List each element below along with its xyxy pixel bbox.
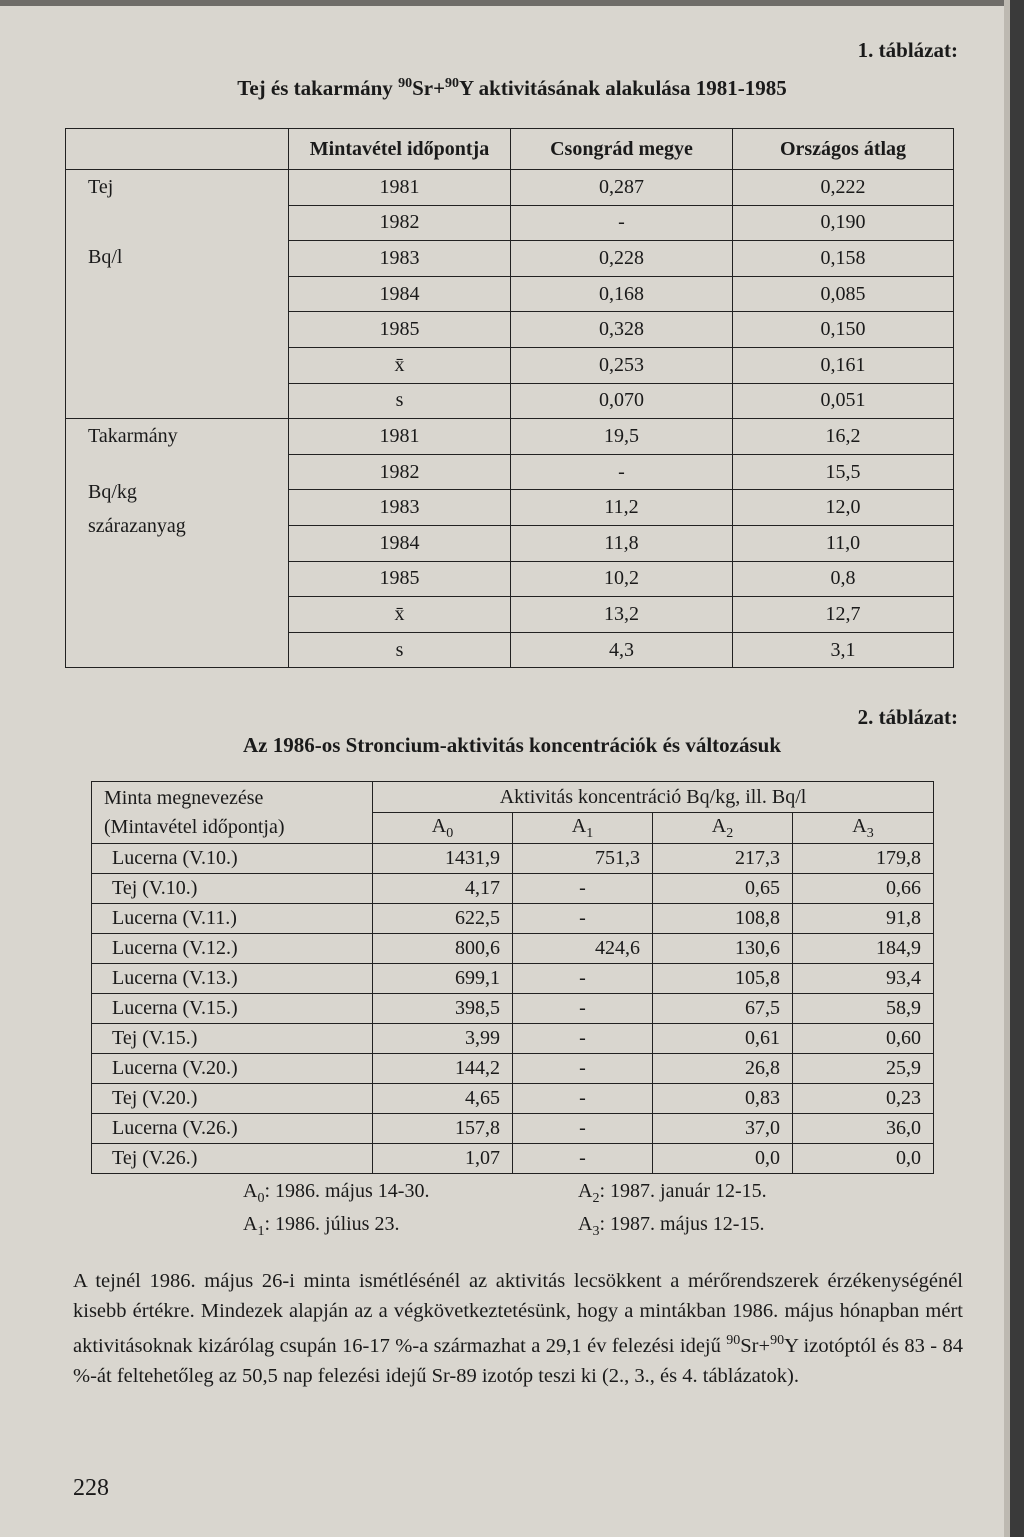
table-cell: 16,2: [733, 419, 954, 455]
table-row: [92, 1024, 934, 1054]
table-cell: -: [511, 205, 733, 241]
table-row: [92, 1114, 934, 1144]
table-cell: 424,6: [513, 934, 653, 964]
table-cell: -: [513, 1084, 653, 1114]
table-cell: Lucerna (V.13.): [92, 964, 373, 994]
table2-header-a1: $A_1$: [513, 813, 653, 844]
table-cell: 0,168: [511, 276, 733, 312]
table-cell: 58,9: [793, 994, 934, 1024]
table-row: [92, 1084, 934, 1114]
table-row: [92, 904, 934, 934]
page-edge-dark: [1010, 0, 1024, 1537]
table-cell: 93,4: [793, 964, 934, 994]
table-cell: 11,0: [733, 525, 954, 561]
table-cell: 0,287: [511, 170, 733, 206]
table-cell: 0,158: [733, 241, 954, 277]
table-cell: Tej (V.26.): [92, 1144, 373, 1174]
table-cell: 4,3: [511, 632, 733, 668]
table-cell: Lucerna (V.12.): [92, 934, 373, 964]
table-cell: x̄: [289, 597, 511, 633]
table-cell: 26,8: [653, 1054, 793, 1084]
table-cell: 3,1: [733, 632, 954, 668]
table2-header-activity: Aktivitás koncentráció Bq/kg, ill. Bq/l: [373, 782, 934, 813]
table-cell: 1982: [289, 454, 511, 490]
table-cell: -: [513, 874, 653, 904]
table-cell: 1,07: [373, 1144, 513, 1174]
table-cell: 0,0: [653, 1144, 793, 1174]
table-cell: 179,8: [793, 844, 934, 874]
table2: [91, 781, 934, 1174]
table-cell: 25,9: [793, 1054, 934, 1084]
table-cell: Tej (V.20.): [92, 1084, 373, 1114]
table2-header-sample: [92, 782, 373, 844]
table-cell: 1984: [289, 525, 511, 561]
table-cell: 800,6: [373, 934, 513, 964]
table-cell: 105,8: [653, 964, 793, 994]
table-cell: 1985: [289, 312, 511, 348]
table-cell: Tej (V.15.): [92, 1024, 373, 1054]
table-cell: -: [513, 964, 653, 994]
header-sample-name: Minta megnevezése: [104, 786, 264, 809]
table-cell: 217,3: [653, 844, 793, 874]
table2-label: 2. táblázat:: [857, 705, 958, 729]
table1-group-feed: [66, 419, 289, 668]
table2-header-a3: $A_3$: [793, 813, 934, 844]
table-cell: 4,65: [373, 1084, 513, 1114]
table-cell: 144,2: [373, 1054, 513, 1084]
table-cell: Lucerna (V.15.): [92, 994, 373, 1024]
header-sample-date: (Mintavétel időpontja): [104, 815, 285, 838]
table1-header-empty: [66, 129, 289, 170]
table-cell: Lucerna (V.10.): [92, 844, 373, 874]
table2-header-row-1: [92, 782, 934, 813]
table1-label: 1. táblázat:: [857, 38, 958, 62]
table-cell: -: [513, 1114, 653, 1144]
table1-header-date: Mintavétel időpontja: [289, 129, 511, 170]
table-cell: 37,0: [653, 1114, 793, 1144]
table-cell: 0,0: [793, 1144, 934, 1174]
table-cell: s: [289, 383, 511, 419]
table-cell: 0,23: [793, 1084, 934, 1114]
legend-a0: $A_0$: 1986. május 14-30.: [243, 1180, 430, 1206]
table-cell: 0,65: [653, 874, 793, 904]
table-cell: x̄: [289, 347, 511, 383]
table-cell: 398,5: [373, 994, 513, 1024]
table-cell: 19,5: [511, 419, 733, 455]
table-cell: 1981: [289, 419, 511, 455]
legend-a2: $A_2$: 1987. január 12-15.: [578, 1180, 767, 1206]
table1-group-milk: [66, 170, 289, 419]
table1: [65, 128, 954, 668]
table-cell: 12,7: [733, 597, 954, 633]
table-cell: 0,61: [653, 1024, 793, 1054]
table1-header-national: Országos átlag: [733, 129, 954, 170]
table-cell: 0,085: [733, 276, 954, 312]
table-cell: Lucerna (V.11.): [92, 904, 373, 934]
table1-title: Tej és takarmány $^{90}$Sr+$^{90}$Y aktivitásának alakulása 1981-1985: [237, 76, 787, 100]
table2-body: [92, 844, 934, 1174]
table2-header-a0: $A_0$: [373, 813, 513, 844]
table-cell: s: [289, 632, 511, 668]
legend-a1: $A_1$: 1986. július 23.: [243, 1213, 400, 1239]
table-cell: -: [513, 904, 653, 934]
table-cell: 3,99: [373, 1024, 513, 1054]
group-name: Takarmány: [88, 425, 178, 448]
table-cell: 751,3: [513, 844, 653, 874]
table-cell: 1983: [289, 241, 511, 277]
table-cell: 1985: [289, 561, 511, 597]
table2-title: Az 1986-os Stroncium-aktivitás koncentrációk és változásuk: [242, 733, 782, 757]
page-top-shadow: [0, 0, 1024, 6]
table1-header-csongrad: Csongrád megye: [511, 129, 733, 170]
table-cell: -: [513, 1054, 653, 1084]
table-cell: Tej (V.10.): [92, 874, 373, 904]
table-cell: 1431,9: [373, 844, 513, 874]
table-row: [92, 1144, 934, 1174]
table-cell: 0,190: [733, 205, 954, 241]
table-cell: 36,0: [793, 1114, 934, 1144]
table-cell: 0,328: [511, 312, 733, 348]
table-cell: 0,161: [733, 347, 954, 383]
table-cell: 1983: [289, 490, 511, 526]
table-cell: 0,66: [793, 874, 934, 904]
group-name: Tej: [88, 176, 114, 198]
table-row: [92, 1054, 934, 1084]
table-cell: 67,5: [653, 994, 793, 1024]
table-cell: 0,228: [511, 241, 733, 277]
table-cell: 0,253: [511, 347, 733, 383]
table-row: [92, 964, 934, 994]
table-cell: 108,8: [653, 904, 793, 934]
group-unit-2: szárazanyag: [88, 515, 186, 538]
table-row: [92, 934, 934, 964]
table-cell: 15,5: [733, 454, 954, 490]
group-unit: Bq/l: [88, 246, 123, 268]
group-unit: Bq/kg: [88, 481, 137, 504]
table-cell: 0,60: [793, 1024, 934, 1054]
table-cell: 130,6: [653, 934, 793, 964]
table-cell: 11,8: [511, 525, 733, 561]
table-cell: 11,2: [511, 490, 733, 526]
table-cell: 157,8: [373, 1114, 513, 1144]
table-cell: 0,8: [733, 561, 954, 597]
table-cell: 10,2: [511, 561, 733, 597]
table-cell: 0,150: [733, 312, 954, 348]
table-row: [92, 994, 934, 1024]
table-cell: 0,222: [733, 170, 954, 206]
table-row: [66, 170, 954, 206]
table-cell: 4,17: [373, 874, 513, 904]
table-cell: Lucerna (V.26.): [92, 1114, 373, 1144]
legend-a3: $A_3$: 1987. május 12-15.: [578, 1213, 765, 1239]
table-row: [66, 419, 954, 455]
table-cell: 699,1: [373, 964, 513, 994]
table-cell: -: [513, 994, 653, 1024]
table-cell: 91,8: [793, 904, 934, 934]
table-cell: -: [513, 1024, 653, 1054]
table-row: [92, 844, 934, 874]
table-cell: 1981: [289, 170, 511, 206]
table-cell: -: [513, 1144, 653, 1174]
table-cell: 13,2: [511, 597, 733, 633]
table-cell: 0,070: [511, 383, 733, 419]
table-cell: 1982: [289, 205, 511, 241]
table-cell: Lucerna (V.20.): [92, 1054, 373, 1084]
table-cell: -: [511, 454, 733, 490]
table2-header-a2: $A_2$: [653, 813, 793, 844]
table-cell: 622,5: [373, 904, 513, 934]
body-paragraph: A tejnél 1986. május 26-i minta ismétlésénél az aktivitás lecsökkent a mérőrendszerek érzékenységénél kisebb értékre. Mindezek alapján az a végkövetkeztetésünk, hogy a mintákban 1986. május hónapban mért aktivitásoknak kizárólag csupán 16-17 %-a származhat a 29,1 év felezési idejű $^{90}$Sr+$^{90}$Y izotóptól és 83 - 84 %-át feltehetőleg az 50,5 nap felezési idejű Sr-89 izotóp teszi ki (2., 3., és 4. táblázatok).: [73, 1270, 964, 1387]
table-cell: 1984: [289, 276, 511, 312]
table1-header-row: [66, 129, 954, 170]
table-cell: 12,0: [733, 490, 954, 526]
page-number: 228: [73, 1475, 109, 1501]
table-cell: 0,051: [733, 383, 954, 419]
table-cell: 0,83: [653, 1084, 793, 1114]
table-row: [92, 874, 934, 904]
table-cell: 184,9: [793, 934, 934, 964]
